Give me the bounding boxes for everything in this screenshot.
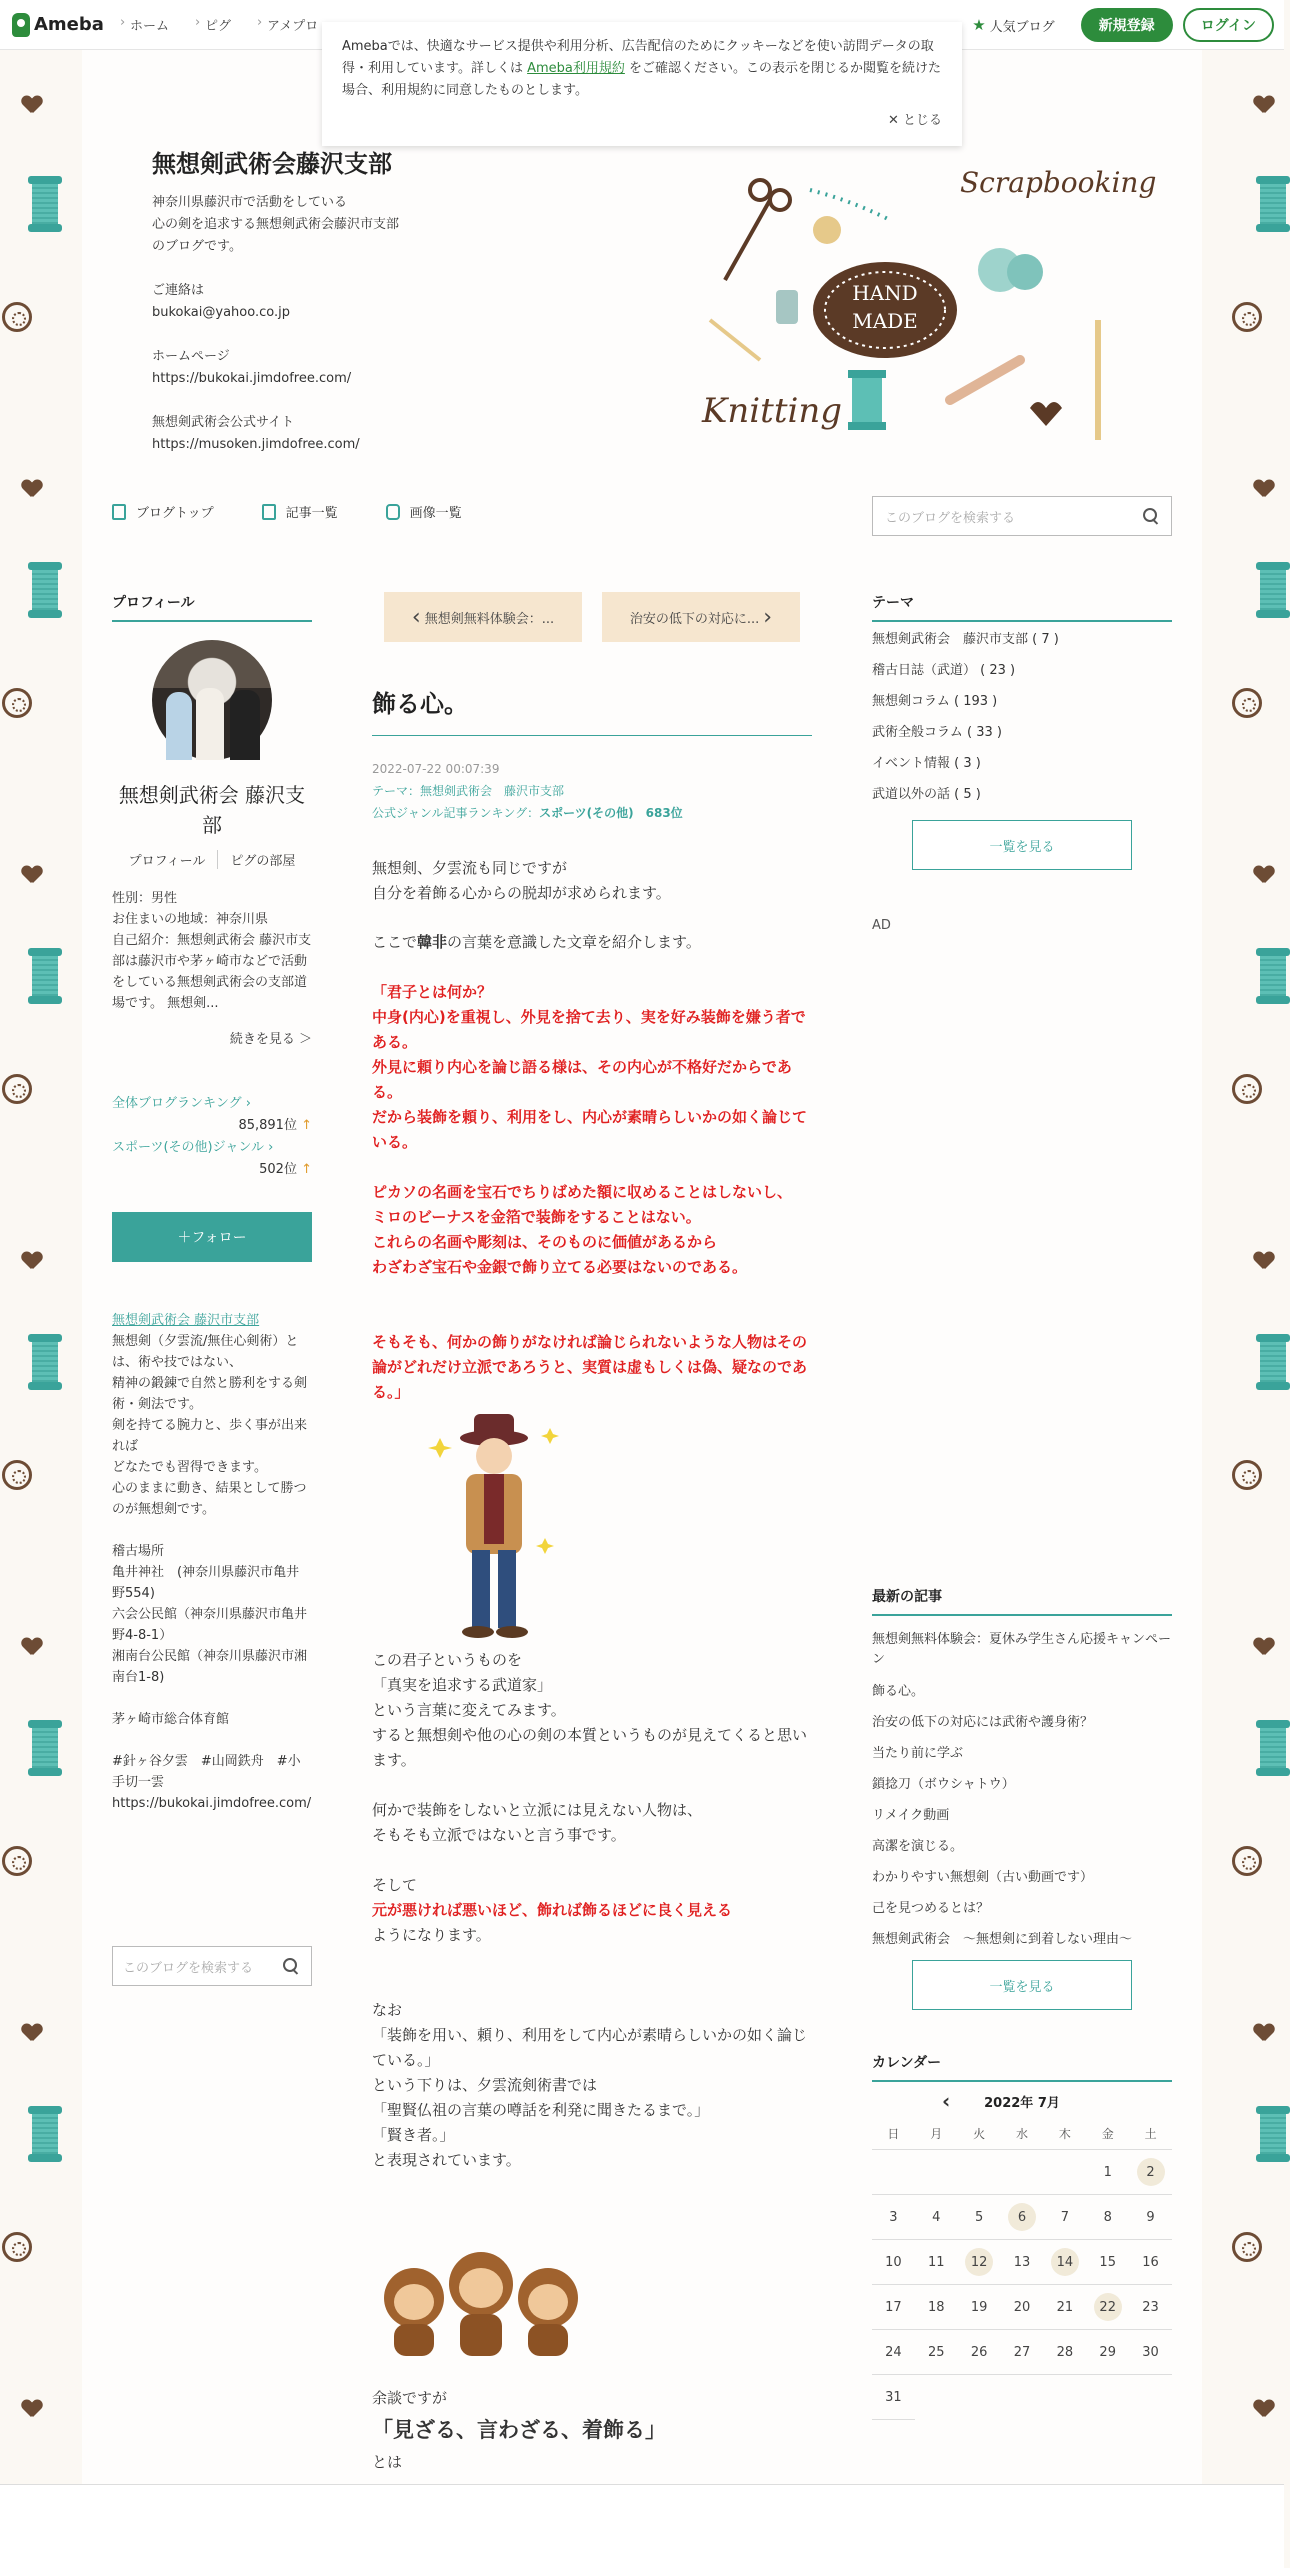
- calendar-day-with-post[interactable]: 14: [1043, 2240, 1086, 2285]
- calendar-grid: [872, 2118, 1172, 2420]
- document-icon: [112, 504, 126, 520]
- nav-amepro[interactable]: › アメプロ: [257, 15, 318, 34]
- avatar[interactable]: [152, 640, 272, 760]
- calendar-day-with-post[interactable]: 22: [1086, 2285, 1129, 2330]
- chevron-right-icon: ›: [763, 604, 773, 630]
- bottom-bar: [0, 2484, 1284, 2568]
- theme-heading: テーマ: [872, 592, 1172, 622]
- calendar-day: 30: [1129, 2330, 1172, 2375]
- thread-spool-decoration: [1256, 1334, 1290, 1390]
- heart-decoration: [22, 1638, 42, 1658]
- sidebar-search-input[interactable]: このブログを検索する: [112, 1946, 312, 1986]
- calendar-day: 29: [1086, 2330, 1129, 2375]
- thread-spool-decoration: [1256, 2106, 1290, 2162]
- three-monkeys-illustration: [376, 2236, 586, 2360]
- thread-spool-decoration: [28, 1334, 62, 1390]
- recent-entry-link[interactable]: 己を見つめるとは？: [872, 1901, 990, 1916]
- quote-block: ピカソの名画を宝石でちりばめた額に収めることはしないし、 ミロのビーナスを金箔で装飾をすることはない。 これらの名画や彫刻は、そのものに価値があるから わざわざ宝石や金銀で飾り立てる必要はないのである。: [372, 1183, 793, 1276]
- search-icon[interactable]: [283, 1958, 299, 1974]
- button-decoration: [2, 1074, 32, 1104]
- recent-more-button[interactable]: 一覧を見る: [912, 1960, 1132, 2010]
- calendar-day: 20: [1001, 2285, 1044, 2330]
- recent-entry-link[interactable]: 高潔を演じる。: [872, 1839, 964, 1854]
- button-decoration: [1232, 1074, 1262, 1104]
- article-paragraph: 余談ですが: [372, 2389, 448, 2407]
- calendar-day: 26: [958, 2330, 1001, 2375]
- calendar-weekday: 土: [1129, 2118, 1172, 2150]
- article-date: 2022-07-22 00:07:39: [372, 762, 500, 776]
- recent-entry-link[interactable]: わかりやすい無想剣（古い動画です）: [872, 1870, 1094, 1885]
- calendar-day: 4: [915, 2195, 958, 2240]
- cookie-close-button[interactable]: ✕ とじる: [887, 113, 942, 128]
- button-decoration: [2, 302, 32, 332]
- overall-ranking: 全体ブログランキング › 85,891位 ↑: [112, 1096, 312, 1133]
- follow-button[interactable]: ＋フォロー: [112, 1212, 312, 1262]
- svg-text:Scrapbooking: Scrapbooking: [960, 166, 1157, 199]
- heart-decoration: [22, 2400, 42, 2420]
- svg-text:MADE: MADE: [852, 309, 918, 333]
- calendar-day: 8: [1086, 2195, 1129, 2240]
- calendar-day-with-post[interactable]: 12: [958, 2240, 1001, 2285]
- calendar-heading: カレンダー: [872, 2052, 1172, 2082]
- recent-entry-link[interactable]: 当たり前に学ぶ: [872, 1746, 964, 1761]
- button-decoration: [1232, 1460, 1262, 1490]
- article-paragraph: 無想剣、夕雲流も同じですが 自分を着飾る心からの脱却が求められます。: [372, 859, 671, 902]
- terms-link[interactable]: Ameba利用規約: [527, 61, 625, 76]
- blog-description: 神奈川県藤沢市で活動をしている 心の剣を追求する無想剣武術会藤沢市支部 のブログです。 ご連絡は bukokai@yahoo.co.jp ホームページ https://bukokai.jimdofree.com/ 無想剣武術会公式サイト https://musoken.jimdofree.com/: [152, 195, 400, 452]
- calendar-day: 10: [872, 2240, 915, 2285]
- top-navigation: [120, 15, 344, 34]
- search-icon[interactable]: [1143, 508, 1159, 524]
- calendar-day: 5: [958, 2195, 1001, 2240]
- recent-heading: 最新の記事: [872, 1586, 1172, 1616]
- calendar-weekday: 木: [1043, 2118, 1086, 2150]
- article-paragraph: とは: [372, 2453, 403, 2471]
- image-list-link[interactable]: 画像一覧: [386, 502, 462, 521]
- button-decoration: [1232, 2232, 1262, 2262]
- entry-list-link[interactable]: 記事一覧: [262, 502, 338, 521]
- calendar-day-with-post[interactable]: 6: [1001, 2195, 1044, 2240]
- calendar-weekday: 月: [915, 2118, 958, 2150]
- heart-decoration: [1254, 480, 1274, 500]
- heart-decoration: [22, 96, 42, 116]
- profile-link[interactable]: プロフィール: [128, 854, 206, 869]
- recent-entry-link[interactable]: 飾る心。: [872, 1684, 925, 1699]
- profile-more-link[interactable]: 続きを見る ＞: [229, 1032, 312, 1047]
- calendar-day: 19: [958, 2285, 1001, 2330]
- popular-blog-link[interactable]: ★ 人気ブログ: [972, 16, 1055, 35]
- calendar-empty-cell: [1001, 2150, 1044, 2195]
- calendar-day: 17: [872, 2285, 915, 2330]
- genre-ranking-link[interactable]: スポーツ(その他)ジャンル ›: [112, 1140, 274, 1155]
- theme-item[interactable]: 無想剣武術会 藤沢市支部 ( 7 ): [872, 632, 1059, 647]
- calendar-weekday: 水: [1001, 2118, 1044, 2150]
- genre-ranking: スポーツ(その他)ジャンル › 502位 ↑: [112, 1140, 312, 1177]
- thread-spool-decoration: [1256, 948, 1290, 1004]
- pigg-room-link[interactable]: ピグの部屋: [217, 850, 307, 869]
- arrow-up-icon: ↑: [301, 1162, 312, 1177]
- heart-decoration: [22, 866, 42, 886]
- topbar-actions: [972, 8, 1274, 42]
- heart-decoration: [22, 2024, 42, 2044]
- heart-decoration: [1254, 1638, 1274, 1658]
- thread-spool-decoration: [28, 562, 62, 618]
- theme-item[interactable]: イベント情報 ( 3 ): [872, 756, 981, 771]
- calendar-day: 18: [915, 2285, 958, 2330]
- theme-list: [872, 624, 1172, 810]
- close-icon: ✕: [887, 113, 899, 128]
- profile-heading: プロフィール: [112, 592, 312, 622]
- button-decoration: [2, 2232, 32, 2262]
- blog-search-input[interactable]: このブログを検索する: [872, 496, 1172, 536]
- heart-decoration: [22, 480, 42, 500]
- theme-item[interactable]: 無想剣コラム ( 193 ): [872, 694, 998, 709]
- next-entry-button[interactable]: 治安の低下の対応に... ›: [602, 592, 800, 642]
- button-decoration: [1232, 688, 1262, 718]
- gentleman-illustration: [420, 1408, 570, 1648]
- thread-spool-decoration: [1256, 1720, 1290, 1776]
- signup-button[interactable]: 新規登録: [1081, 8, 1173, 42]
- article-paragraph: この君子というものを 「真実を追求する武道家」 という言葉に変えてみます。 すると無想剣や他の心の剣の本質というものが見えてくると思います。 何かで装飾をしないと立派には見えない人物は、 そもそも立派ではないと言う事です。 そして: [372, 1651, 808, 1894]
- calendar-empty-cell: [1043, 2150, 1086, 2195]
- ameba-logo[interactable]: Ameba: [12, 13, 104, 37]
- article-title: 飾る心。: [372, 684, 812, 736]
- heart-decoration: [1254, 2024, 1274, 2044]
- calendar-day: 15: [1086, 2240, 1129, 2285]
- heart-decoration: [1254, 96, 1274, 116]
- calendar-day: 3: [872, 2195, 915, 2240]
- recent-entries-list: [872, 1624, 1172, 1955]
- thread-spool-decoration: [1256, 176, 1290, 232]
- thread-spool-decoration: [1256, 562, 1290, 618]
- button-decoration: [1232, 302, 1262, 332]
- blog-top-link[interactable]: ブログトップ: [112, 502, 214, 521]
- calendar-day: 31: [872, 2375, 915, 2420]
- ad-label: AD: [872, 918, 891, 933]
- calendar-empty-cell: [915, 2150, 958, 2195]
- profile-name[interactable]: 無想剣武術会 藤沢支部: [118, 783, 306, 837]
- article-paragraph: 元が悪ければ悪いほど、飾れば飾るほどに良く見える ようになります。: [372, 1901, 733, 1944]
- calendar-day: 28: [1043, 2330, 1086, 2375]
- calendar-empty-cell: [958, 2150, 1001, 2195]
- calendar-weekday: 火: [958, 2118, 1001, 2150]
- theme-more-button[interactable]: 一覧を見る: [912, 820, 1132, 870]
- handmade-header-illustration: [700, 160, 1157, 460]
- calendar-empty-cell: [872, 2150, 915, 2195]
- blog-title[interactable]: 無想剣武術会藤沢支部: [152, 150, 392, 178]
- button-decoration: [2, 688, 32, 718]
- theme-item[interactable]: 稽古日誌（武道） ( 23 ): [872, 663, 1016, 678]
- calendar-header: [872, 2084, 1172, 2118]
- theme-item[interactable]: 武術全般コラム ( 33 ): [872, 725, 1002, 740]
- calendar-day-with-post[interactable]: 2: [1129, 2150, 1172, 2195]
- prev-entry-button[interactable]: ‹ 無想剣無料体験会：...: [384, 592, 582, 642]
- ameba-logo-icon: [12, 13, 30, 37]
- svg-text:HAND: HAND: [852, 281, 918, 305]
- calendar-weekday: 金: [1086, 2118, 1129, 2150]
- quote-block: 「君子とは何か？ 中身(内心)を重視し、外見を捨て去り、実を好み装飾を嫌う者である。 外見に頼り内心を論じ語る様は、その内心が不格好だからである。 だから装飾を頼り、利用をし、内心が素晴らしいかの如く論じている。: [372, 983, 808, 1151]
- nav-home[interactable]: › ホーム: [120, 15, 169, 34]
- recent-entry-link[interactable]: リメイク動画: [872, 1808, 950, 1823]
- button-decoration: [2, 1460, 32, 1490]
- heart-decoration: [1254, 2400, 1274, 2420]
- recent-entry-link[interactable]: 治安の低下の対応には武術や護身術？: [872, 1715, 1094, 1730]
- copy-icon: [262, 504, 276, 520]
- thread-spool-decoration: [28, 2106, 62, 2162]
- calendar-day: 25: [915, 2330, 958, 2375]
- calendar-day: 27: [1001, 2330, 1044, 2375]
- nav-pigg[interactable]: › ピグ: [195, 15, 231, 34]
- blog-navigation: [112, 502, 510, 521]
- svg-text:Knitting: Knitting: [702, 391, 843, 431]
- thread-spool-decoration: [28, 1720, 62, 1776]
- heart-decoration: [1254, 866, 1274, 886]
- overall-ranking-link[interactable]: 全体ブログランキング ›: [112, 1096, 251, 1111]
- calendar-day: 24: [872, 2330, 915, 2375]
- calendar-day: 11: [915, 2240, 958, 2285]
- arrow-up-icon: ↑: [301, 1118, 312, 1133]
- article-meta: 2022-07-22 00:07:39 テーマ：無想剣武術会 藤沢市支部 公式ジャンル記事ランキング：スポーツ(その他) 683位: [372, 758, 683, 824]
- profile-info: 性別：男性 お住まいの地域：神奈川県 自己紹介：無想剣武術会 藤沢市支部は藤沢市や茅ヶ崎市などで活動をしている無想剣武術会の支部道場です。 無想剣...: [112, 891, 312, 1011]
- calendar-weekday: 日: [872, 2118, 915, 2150]
- calendar-day: 23: [1129, 2285, 1172, 2330]
- recent-entry-link[interactable]: 無想剣武術会 ～無想剣に到着しない理由～: [872, 1932, 1133, 1947]
- chevron-left-icon[interactable]: ‹: [942, 2089, 951, 2113]
- theme-item[interactable]: 武道以外の話 ( 5 ): [872, 787, 981, 802]
- calendar-day: 1: [1086, 2150, 1129, 2195]
- calendar-day: 16: [1129, 2240, 1172, 2285]
- article-paragraph: なお 「装飾を用い、頼り、利用をして内心が素晴らしいかの如く論じている。」 という下りは、夕雲流剣術書では 「聖賢仏祖の言葉の噂話を利発に聞きたるまで。」 「賢き者。」 と表現されています。: [372, 2001, 808, 2169]
- recent-entry-link[interactable]: 鎖捻刀（ボウシャトウ）: [872, 1777, 1015, 1792]
- heart-decoration: [22, 1252, 42, 1272]
- article-heading-quote: 「見ざる、言わざる、着飾る」: [372, 2418, 666, 2442]
- profile-links: [112, 850, 312, 869]
- quote-block: そもそも、何かの飾りがなければ論じられないような人物はその論がどれだけ立派であろうと、実質は虚もしくは偽、疑なのである。」: [372, 1333, 808, 1401]
- button-decoration: [2, 1846, 32, 1876]
- article-paragraph: ここで韓非の言葉を意識した文章を紹介します。: [372, 933, 701, 951]
- button-decoration: [1232, 1846, 1262, 1876]
- calendar-month: 2022年 7月: [984, 2095, 1060, 2111]
- thread-spool-decoration: [28, 176, 62, 232]
- star-icon: ★: [972, 16, 986, 34]
- camera-icon: [386, 504, 400, 520]
- about-box: 無想剣武術会 藤沢市支部 無想剣（夕雲流/無住心剣術）とは、術や技ではない、 精神の鍛錬で自然と勝利をする剣術・剣法です。 剣を持てる腕力と、歩く事が出来れば どなたでも習得できます。 心のままに動き、結果として勝つのが無想剣です。 稽古場所 亀井神社 (神奈川県藤沢市亀井野554) 六会公民館（神奈川県藤沢市亀井野4-8-1） 湘南台公民館（神奈川県藤沢市湘南台1-8) 茅ヶ崎市総合体育館 #針ヶ谷夕雲 #山岡鉄舟 #小手切一雲 https://bukokai.jimdofree.com/: [112, 1313, 312, 1811]
- calendar-day: 7: [1043, 2195, 1086, 2240]
- genre-link[interactable]: スポーツ(その他): [539, 806, 634, 820]
- article-theme-link[interactable]: 無想剣武術会 藤沢市支部: [420, 784, 565, 798]
- calendar-day: 21: [1043, 2285, 1086, 2330]
- calendar-day: 9: [1129, 2195, 1172, 2240]
- calendar-day: 13: [1001, 2240, 1044, 2285]
- thread-spool-decoration: [28, 948, 62, 1004]
- heart-decoration: [1254, 1252, 1274, 1272]
- cookie-notice: Amebaでは、快適なサービス提供や利用分析、広告配信のためにクッキーなどを使い訪問データの取得・利用しています。詳しくは Ameba利用規約 をご確認ください。この表示を閉じるか閲覧を続けた場合、利用規約に同意したものとします。 ✕ とじる: [322, 22, 962, 146]
- chevron-left-icon: ‹: [411, 604, 421, 630]
- recent-entry-link[interactable]: 無想剣無料体験会：夏休み学生さん応援キャンペーン: [872, 1632, 1172, 1667]
- calendar: [872, 2084, 1172, 2420]
- about-title-link[interactable]: 無想剣武術会 藤沢市支部: [112, 1313, 260, 1328]
- login-button[interactable]: ログイン: [1183, 8, 1274, 42]
